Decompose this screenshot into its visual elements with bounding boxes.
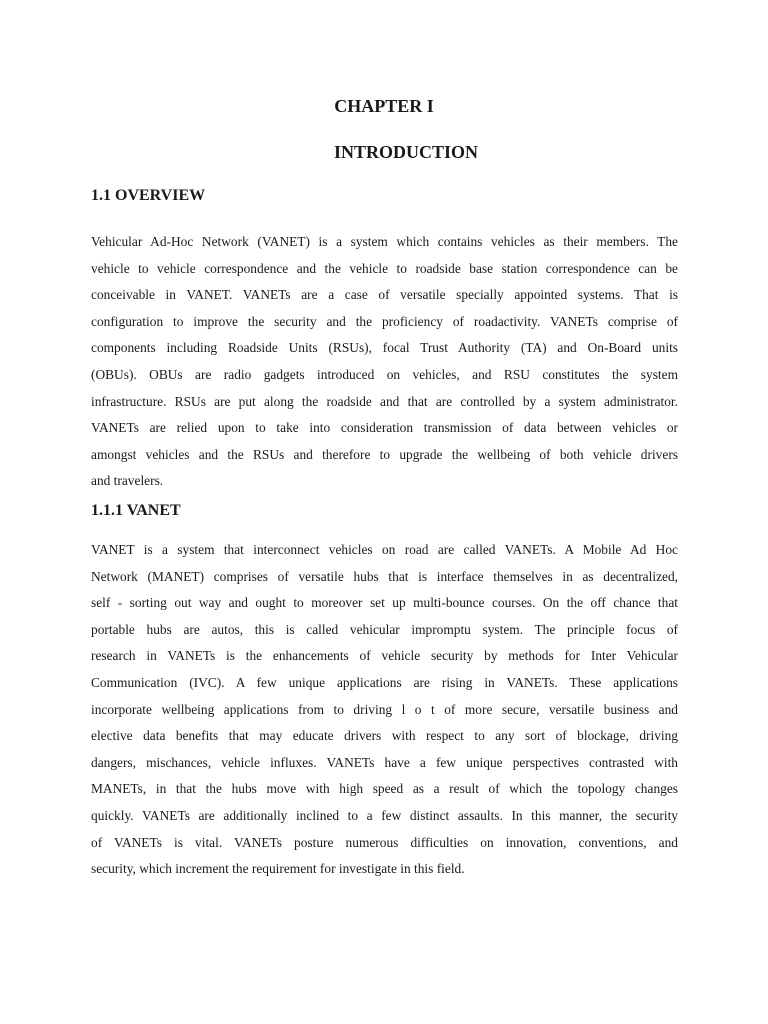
paragraph-line: quickly. VANETs are additionally inclined to a few distinct assaults. In this manner, the security <box>91 807 678 823</box>
paragraph-line: incorporate wellbeing applications from to driving l o t of more secure, versatile business and <box>91 701 678 717</box>
paragraph-line: Communication (IVC). A few unique applications are rising in VANETs. These applications <box>91 674 678 690</box>
paragraph-line: Network (MANET) comprises of versatile hubs that is interface themselves in as decentralized, <box>91 568 678 584</box>
paragraph-line: VANETs are relied upon to take into consideration transmission of data between vehicles or <box>91 420 678 436</box>
vanet-paragraph <box>91 537 678 883</box>
paragraph-line: security, which increment the requirement for investigate in this field. <box>91 861 465 877</box>
chapter-title: INTRODUCTION <box>333 142 479 162</box>
paragraph-line: research in VANETs is the enhancements of vehicle security by methods for Inter Vehicular <box>91 648 678 664</box>
paragraph-line: components including Roadside Units (RSUs), focal Trust Authority (TA) and On-Board units <box>91 340 678 356</box>
paragraph-line: elective data benefits that may educate drivers with respect to any sort of blockage, driving <box>91 728 678 744</box>
chapter-label: CHAPTER I <box>334 96 434 116</box>
paragraph-line: Vehicular Ad-Hoc Network (VANET) is a system which contains vehicles as their members. The <box>91 234 678 249</box>
paragraph-line: dangers, mischances, vehicle influxes. VANETs have a few unique perspectives contrasted with <box>91 754 678 770</box>
paragraph-line: vehicle to vehicle correspondence and the vehicle to roadside base station correspondence can be <box>91 260 678 276</box>
paragraph-line: amongst vehicles and the RSUs and therefore to upgrade the wellbeing of both vehicle drivers <box>91 446 678 462</box>
paragraph-line: self - sorting out way and ought to moreover set up multi-bounce courses. On the off chance that <box>91 595 678 611</box>
paragraph-line: VANET is a system that interconnect vehicles on road are called VANETs. A Mobile Ad Hoc <box>91 542 678 557</box>
paragraph-line: MANETs, in that the hubs move with high speed as a result of which the topology changes <box>91 781 678 797</box>
paragraph-line: infrastructure. RSUs are put along the roadside and that are controlled by a system administrator. <box>91 393 678 409</box>
paragraph-line: configuration to improve the security and the proficiency of roadactivity. VANETs comprise of <box>91 313 678 329</box>
paragraph-line: conceivable in VANET. VANETs are a case of versatile specially appointed systems. That is <box>91 287 678 303</box>
paragraph-line: of VANETs is vital. VANETs posture numerous difficulties on innovation, conventions, and <box>91 834 678 850</box>
section-heading-overview: 1.1 OVERVIEW <box>91 187 206 204</box>
section-heading-vanet: 1.1.1 VANET <box>91 502 181 519</box>
paragraph-line: (OBUs). OBUs are radio gadgets introduced on vehicles, and RSU constitutes the system <box>91 366 678 382</box>
paragraph-line: and travelers. <box>91 473 164 489</box>
overview-paragraph <box>91 229 678 495</box>
paragraph-line: portable hubs are autos, this is called vehicular impromptu system. The principle focus of <box>91 621 678 637</box>
